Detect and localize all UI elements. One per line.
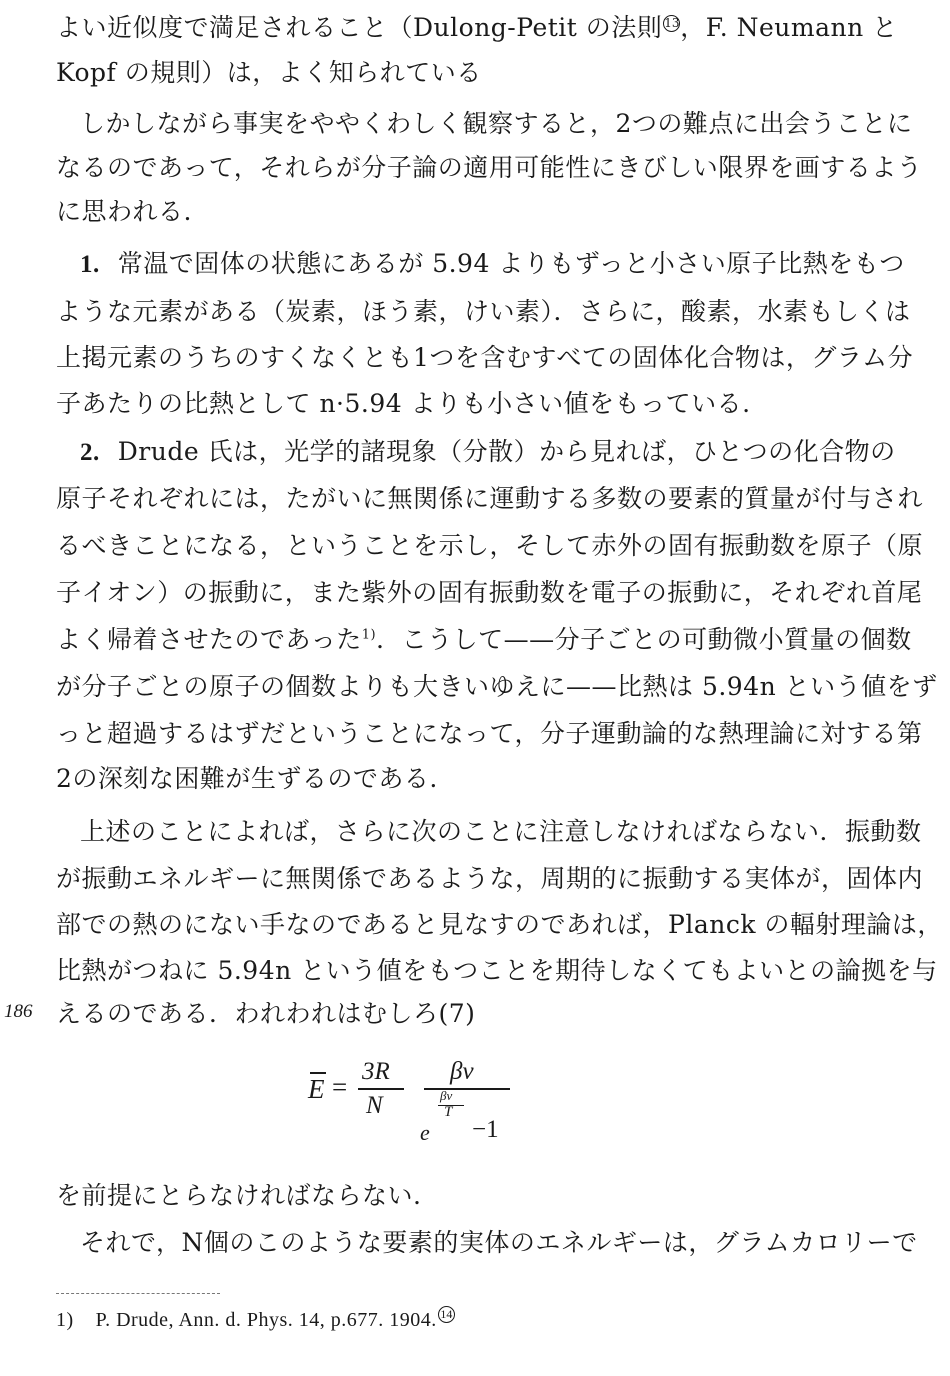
text-line: 子あたりの比熱として n·5.94 よりも小さい値をもっている. (56, 389, 751, 418)
circled-reference: 14 (438, 1306, 455, 1323)
footnote-text: P. Drude, Ann. d. Phys. 14, p.677. 1904. (95, 1309, 437, 1331)
text-line: っと超過するはずだということになって，分子運動論的な熱理論に対する第 (56, 719, 923, 748)
exponential-base: e (420, 1120, 430, 1145)
circled-reference: 13 (664, 15, 680, 30)
text-line (56, 10, 898, 46)
footnote-marker: 1) (56, 1309, 74, 1331)
text-line: 比熱がつねに 5.94n という値をもつことを期待しなくてもよいとの論拠を与 (56, 956, 938, 985)
text-line: が振動エネルギーに無関係であるような，周期的に振動する実体が，固体内 (56, 864, 924, 893)
fraction1-bar (358, 1088, 404, 1090)
text-line: それで，N個のこのような要素的実体のエネルギーは，グラムカロリーで (80, 1228, 918, 1257)
text-line: ような元素がある（炭素，ほう素，けい素）．さらに，酸素，水素もしくは (56, 297, 911, 326)
text-line: るべきことになる，ということを示し，そして赤外の固有振動数を原子（原 (56, 531, 924, 560)
text-line: 2の深刻な困難が生ずるのである. (56, 764, 438, 793)
fraction1-numerator: 3R (362, 1058, 390, 1085)
fraction2-numerator: βν (450, 1058, 474, 1085)
text-line: えるのである．われわれはむしろ(7) (56, 999, 476, 1028)
equation-lhs: E (308, 1074, 325, 1104)
footnote (56, 1306, 455, 1334)
footnote-rule (56, 1293, 220, 1294)
text-line: しかしながら事実をややくわしく観察すると，2つの難点に出会うことに (80, 109, 913, 138)
text-line: 原子それぞれには，たがいに無関係に運動する多数の要素的質量が付与され (56, 484, 924, 513)
text-line: に思われる. (56, 197, 192, 226)
fraction1-denominator: N (366, 1092, 383, 1119)
fraction2-bar (424, 1088, 510, 1090)
text-line: Kopf の規則）は，よく知られている (56, 58, 482, 87)
text-line: 部での熱のにない手なのであると見なすのであれば，Planck の輻射理論は， (56, 910, 943, 939)
text-span: Drude 氏は，光学的諸現象（分散）から見れば，ひとつの化合物の (117, 437, 896, 466)
exponent-numerator: βν (440, 1088, 453, 1103)
text-span: ．こうして——分子ごとの可動微小質量の個数 (376, 625, 912, 654)
text-line: を前提にとらなければならない. (56, 1181, 422, 1210)
margin-page-number: 186 (4, 1001, 33, 1022)
item-number: 1. (80, 251, 100, 278)
text-line: 上述のことによれば，さらに次のことに注意しなければならない．振動数 (80, 817, 922, 846)
equation (300, 1058, 540, 1148)
text-span: 常温で固体の状態にあるが 5.94 よりもずっと小さい原子比熱をもつ (117, 249, 905, 278)
exponent-denominator: T (444, 1104, 453, 1120)
footnote-reference: 1) (361, 627, 377, 643)
text-line: 子イオン）の振動に，また紫外の固有振動数を電子の振動に，それぞれ首尾 (56, 578, 923, 607)
text-span: よく帰着させたのであった (56, 625, 362, 654)
text-span: よい近似度で満足されること（Dulong-Petit の法則 (56, 13, 663, 42)
text-line (56, 622, 912, 658)
text-line: なるのであって，それらが分子論の適用可能性にきびしい限界を画するよう (56, 153, 923, 182)
text-span: ，F. Neumann と (680, 13, 898, 42)
item-number: 2. (80, 439, 100, 466)
minus-one: −1 (472, 1116, 499, 1143)
text-line: が分子ごとの原子の個数よりも大きいゆえに——比熱は 5.94n という値をず (56, 672, 938, 701)
list-item-2-line (80, 434, 894, 470)
equals-sign: = (332, 1072, 348, 1102)
text-line: 上掲元素のうちのすくなくとも1つを含むすべての固体化合物は，グラム分 (56, 343, 914, 372)
list-item-1-line (80, 246, 905, 282)
